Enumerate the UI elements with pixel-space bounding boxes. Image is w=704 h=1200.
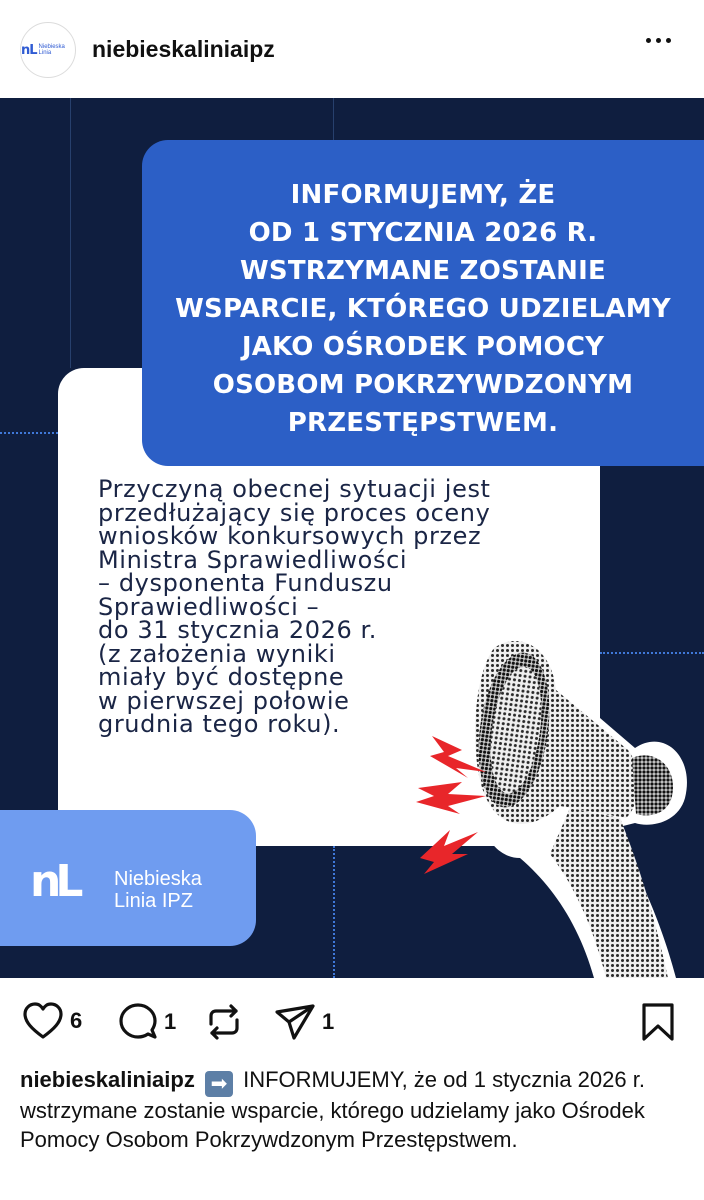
grid-line [333, 846, 335, 978]
headline [142, 176, 704, 442]
brand-logo-line: Linia IPZ [114, 890, 193, 912]
avatar-logo-text: Niebieska Linia [38, 44, 65, 56]
body-line: grudnia tego roku). [98, 710, 341, 738]
brand-logo-line: Niebieska [114, 868, 202, 890]
repost-button[interactable] [204, 1002, 244, 1042]
more-options-icon[interactable] [646, 38, 671, 43]
heart-icon [22, 1002, 64, 1040]
headline-line: JAKO OŚRODEK POMOCY [241, 332, 605, 362]
brand-logo-text [114, 868, 202, 912]
headline-line: WSPARCIE, KTÓREGO UDZIELAMY [175, 294, 671, 324]
right-arrow-icon: ➡ [205, 1071, 233, 1097]
headline-line: INFORMUJEMY, ŻE [290, 180, 556, 210]
headline-card [142, 140, 704, 466]
post-header [0, 0, 704, 98]
action-bar [0, 978, 704, 1068]
headline-line: OSOBOM POKRZYWDZONYM [212, 370, 634, 400]
body-line: Ministra Sprawiedliwości [98, 545, 408, 574]
brand-logo-mark: nL [30, 856, 78, 907]
body-line: w pierwszej połowie [98, 686, 350, 715]
body-line: Sprawiedliwości – [98, 592, 320, 621]
like-button[interactable] [22, 1002, 82, 1040]
body-line: wniosków konkursowych przez [98, 522, 482, 550]
post-caption [20, 1066, 684, 1154]
body-line: miały być dostępne [98, 663, 345, 691]
headline-line: WSTRZYMANE ZOSTANIE [240, 256, 606, 286]
grid-line [333, 98, 334, 140]
body-line: Przyczyną obecnej sytuacji jest [98, 475, 491, 503]
username[interactable]: niebieskaliniaipz [92, 36, 275, 62]
like-count: 6 [70, 1008, 83, 1033]
comment-icon [118, 1002, 158, 1042]
share-button[interactable] [274, 1002, 334, 1042]
body-line: przedłużający się proces oceny [98, 498, 491, 527]
comment-button[interactable] [118, 1002, 176, 1042]
caption-username[interactable]: niebieskaliniaipz [20, 1067, 195, 1092]
avatar-logo-mark: nL [21, 42, 37, 58]
save-button[interactable] [638, 1002, 678, 1042]
caption-text: INFORMUJEMY, że od 1 stycznia 2026 r. wstrzymane zostanie wsparcie, którego udzielamy jako Ośrodek Pomocy Osobom Pokrzywdzonym Przestępstwem. [20, 1067, 645, 1152]
headline-line: OD 1 STYCZNIA 2026 R. [248, 218, 598, 248]
post-image [0, 98, 704, 978]
headline-line: PRZESTĘPSTWEM. [287, 408, 559, 438]
share-count: 1 [322, 1009, 335, 1034]
avatar[interactable] [20, 22, 76, 78]
send-icon [274, 1002, 316, 1042]
body-line: (z założenia wyniki [98, 639, 336, 668]
megaphone-illustration [410, 618, 704, 978]
bookmark-icon [638, 1002, 678, 1042]
comment-count: 1 [164, 1009, 177, 1034]
body-line: – dysponenta Funduszu [98, 569, 393, 597]
grid-line [70, 98, 71, 368]
repost-icon [204, 1002, 244, 1042]
body-line: do 31 stycznia 2026 r. [98, 616, 378, 644]
brand-logo-card [0, 810, 256, 946]
